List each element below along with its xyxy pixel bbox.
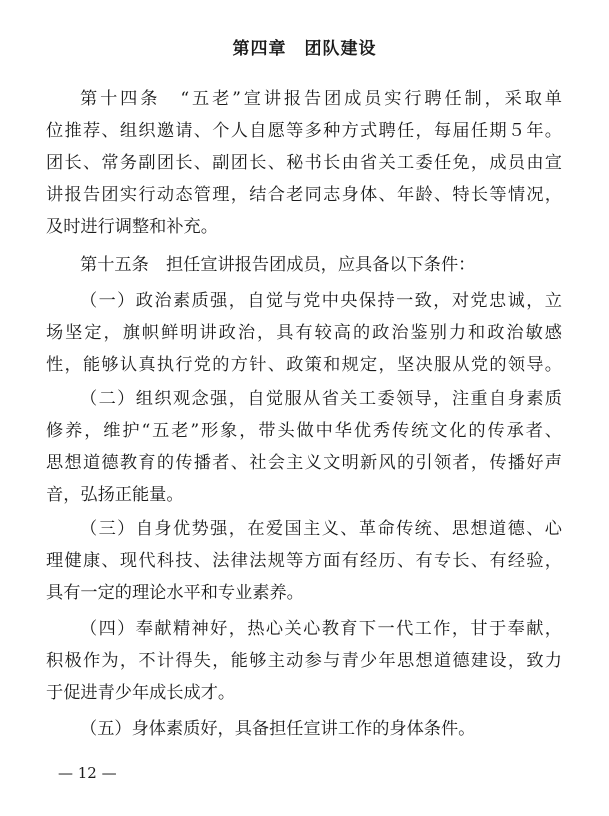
article-14-line-4: 讲报告团实行动态管理，结合老同志身体、年龄、特长等情况， — [46, 185, 562, 205]
item-1-line-2: 场坚定，旗帜鲜明讲政治，具有较高的政治鉴别力和政治敏感 — [46, 323, 562, 343]
item-3-line-1: （三）自身优势强，在爱国主义、革命传统、思想道德、心 — [80, 519, 562, 539]
item-4-line-2: 积极作为，不计得失，能够主动参与青少年思想道德建设，致力 — [46, 651, 562, 671]
item-3-line-3: 具有一定的理论水平和专业素养。 — [46, 583, 304, 603]
item-1-line-1: （一）政治素质强，自觉与党中央保持一致，对党忠诚，立 — [80, 291, 562, 311]
item-4-line-3: 于促进青少年成长成才。 — [46, 683, 236, 703]
item-2-line-4: 音，弘扬正能量。 — [46, 485, 184, 505]
article-14-line-3: 团长、常务副团长、副团长、秘书长由省关工委任免，成员由宣 — [46, 153, 562, 173]
article-14-line-1: 第十四条 “五老”宣讲报告团成员实行聘任制，采取单 — [80, 89, 562, 109]
article-14-line-2: 位推荐、组织邀请、个人自愿等多种方式聘任，每届任期５年。 — [46, 121, 562, 141]
item-2-line-1: （二）组织观念强，自觉服从省关工委领导，注重自身素质 — [80, 389, 562, 409]
item-4-line-1: （四）奉献精神好，热心关心教育下一代工作，甘于奉献， — [80, 619, 562, 639]
item-5-line-1: （五）身体素质好，具备担任宣讲工作的身体条件。 — [80, 719, 476, 739]
article-15-heading: 第十五条 担任宣讲报告团成员，应具备以下条件： — [80, 255, 476, 275]
page-number: — 12 — — [58, 764, 117, 782]
item-2-line-3: 思想道德教育的传播者、社会主义文明新风的引领者，传播好声 — [46, 453, 562, 473]
chapter-title: 第四章 团队建设 — [232, 39, 377, 59]
article-14-line-5: 及时进行调整和补充。 — [46, 217, 218, 237]
item-3-line-2: 理健康、现代科技、法律法规等方面有经历、有专长、有经验， — [46, 551, 562, 571]
item-1-line-3: 性，能够认真执行党的方针、政策和规定，坚决服从党的领导。 — [46, 355, 562, 375]
item-2-line-2: 修养，维护“五老”形象，带头做中华优秀传统文化的传承者、 — [46, 421, 562, 441]
